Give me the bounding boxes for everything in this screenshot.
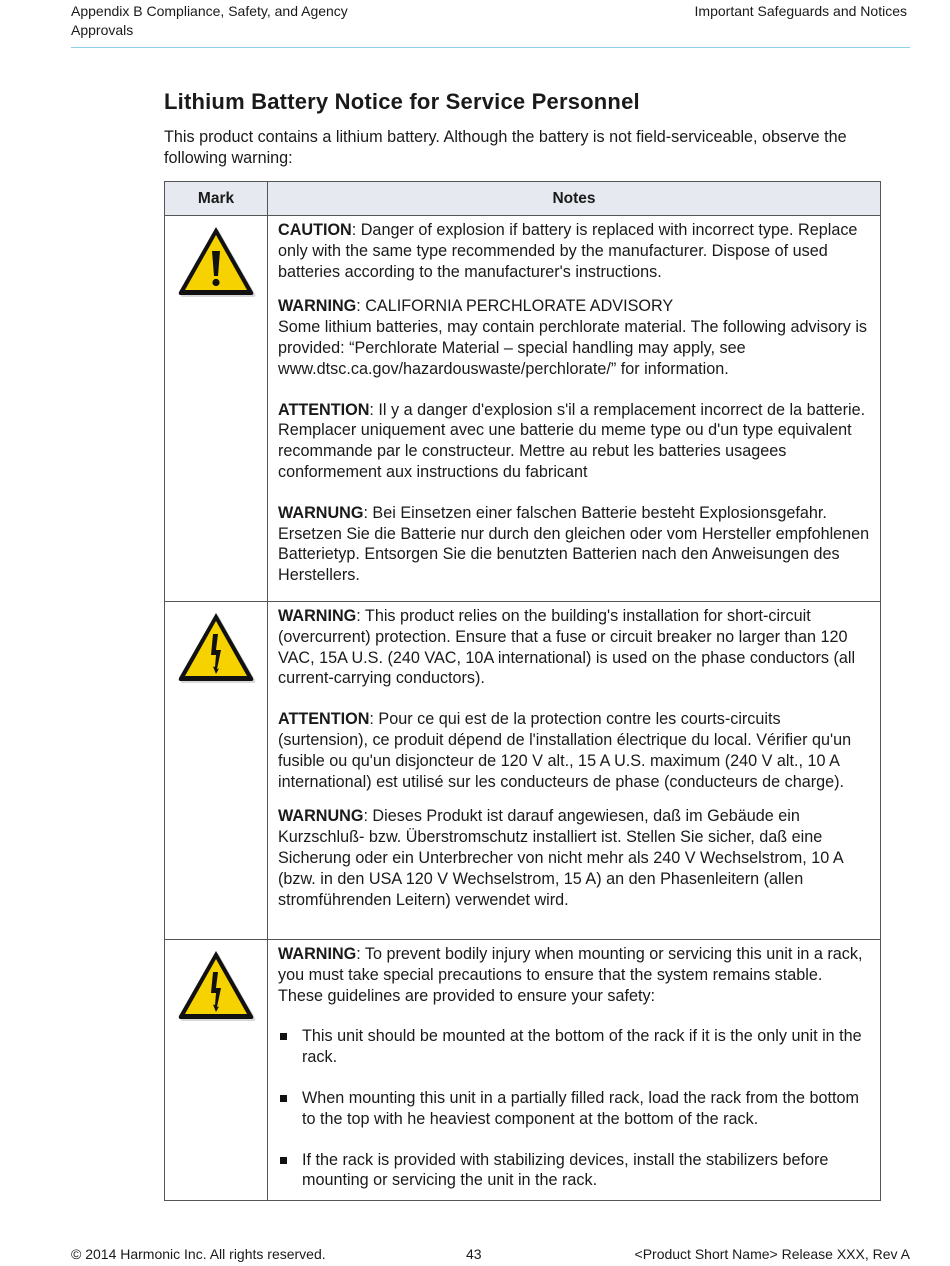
list-item	[278, 1088, 870, 1130]
warning-paragraph	[278, 944, 870, 1006]
attention-label: ATTENTION	[278, 400, 370, 419]
warning-heading-text: : CALIFORNIA PERCHLORATE ADVISORY	[356, 297, 674, 316]
mark-cell	[165, 216, 268, 602]
warning-text: : To prevent bodily injury when mounting or servicing this unit in a rack, you must take special precautions to ensure that the system remains stable. These guidelines are provided to ensure your safety:	[278, 945, 863, 1005]
safety-notice-table	[164, 181, 881, 1201]
warnung-text: : Bei Einsetzen einer falschen Batterie besteht Explosionsgefahr. Ersetzen Sie die Batterie nur durch den gleichen oder vom Hersteller empfohlenen Batterietyp. Entsorgen Sie die benutzten Batterien nach den Anweisungen des Herstellers.	[278, 503, 870, 585]
warning-paragraph	[278, 606, 870, 689]
warnung-paragraph	[278, 806, 870, 910]
intro-paragraph: This product contains a lithium battery. Although the battery is not field-serviceable, observe the following warning:	[164, 128, 847, 167]
page-footer	[71, 1245, 910, 1265]
attention-paragraph	[278, 709, 870, 792]
warning-text: Some lithium batteries, may contain perchlorate material. The following advisory is provided: “Perchlorate Material – special handling may apply, see www.dtsc.ca.gov/hazardouswaste/perchlorate/” for information.	[278, 318, 868, 378]
warnung-paragraph	[278, 503, 870, 586]
attention-paragraph	[278, 400, 870, 483]
header-section-title: Important Safeguards and Notices	[694, 3, 907, 19]
notes-cell	[268, 216, 881, 602]
table-row	[165, 940, 881, 1201]
header-chapter-line1: Appendix B Compliance, Safety, and Agency	[71, 3, 348, 19]
warning-label: WARNING	[278, 945, 357, 963]
list-item-text: If the rack is provided with stabilizing devices, install the stabilizers before mounting or servicing the unit in the rack.	[302, 1150, 829, 1190]
warnung-label: WARNUNG	[278, 807, 364, 826]
square-bullet-icon	[280, 1033, 287, 1040]
warnung-text: : Dieses Produkt ist darauf angewiesen, daß im Gebäude ein Kurzschluß- bzw. Überstromschutz installiert ist. Stellen Sie sicher, daß eine Sicherung oder ein Unterbrecher von nicht mehr als 240 V Wechselstrom, 10 A (bzw. in den USA 120 V Wechselstrom, 15 A) an den Phasenleitern (allen stromführenden Leitern) verwendet wird.	[278, 807, 843, 909]
table-row	[165, 216, 881, 602]
list-item-text: When mounting this unit in a partially filled rack, load the rack from the bottom to the top with he heaviest component at the bottom of the rack.	[302, 1088, 859, 1128]
caution-paragraph	[278, 220, 870, 282]
list-item	[278, 1026, 870, 1068]
running-header	[71, 0, 910, 48]
warnung-label: WARNUNG	[278, 503, 364, 522]
square-bullet-icon	[280, 1157, 287, 1164]
list-item-text: This unit should be mounted at the bottom of the rack if it is the only unit in the rack.	[302, 1027, 862, 1067]
list-item	[278, 1150, 870, 1192]
warning-label: WARNING	[278, 607, 357, 625]
caution-text: : Danger of explosion if battery is replaced with incorrect type. Replace only with the same type recommended by the manufacturer. Dispose of used batteries according to the manufacturer's instructions.	[278, 221, 858, 281]
footer-release: <Product Short Name> Release XXX, Rev A	[634, 1246, 910, 1262]
attention-text: : Pour ce qui est de la protection contre les courts-circuits (surtension), ce produit dépend de l'installation électrique du local. Vérifier qu'un fusible ou qu'un disjoncteur de 120 V alt., 15 A U.S. maximum (240 V alt., 10 A international) est utilisé sur les conducteurs de phase (conducteurs de charge).	[278, 710, 852, 791]
square-bullet-icon	[280, 1095, 287, 1102]
electrical-hazard-icon	[176, 610, 256, 684]
footer-copyright: © 2014 Harmonic Inc. All rights reserved.	[71, 1246, 326, 1262]
main-content	[164, 88, 880, 1201]
page-number: 43	[466, 1246, 482, 1262]
attention-text: : Il y a danger d'explosion s'il a remplacement incorrect de la batterie. Remplacer uniquement avec une batterie du meme type ou d'un type equivalent recommande par le constructeur. Mettre au rebut les batteries usagees conformement aux instructions du fabricant	[278, 400, 866, 481]
header-chapter-line2: Approvals	[71, 22, 134, 38]
attention-label: ATTENTION	[278, 710, 370, 729]
table-header-row	[165, 182, 881, 216]
warning-text: : This product relies on the building's installation for short-circuit (overcurrent) protection. Ensure that a fuse or circuit breaker no larger than 120 VAC, 15A U.S. (240 VAC, 10A international) is used on the phase conductors (all current-carrying conductors).	[278, 607, 856, 688]
notes-cell	[268, 940, 881, 1201]
warning-label: WARNING	[278, 297, 357, 316]
column-header-notes: Notes	[268, 182, 881, 216]
caution-exclamation-icon	[176, 224, 256, 298]
rack-guidelines-list	[278, 1026, 870, 1191]
notes-cell	[268, 602, 881, 940]
caution-label: CAUTION	[278, 221, 352, 239]
warning-paragraph	[278, 296, 870, 379]
mark-cell	[165, 940, 268, 1201]
table-row	[165, 602, 881, 940]
column-header-mark: Mark	[165, 182, 268, 216]
mark-cell	[165, 602, 268, 940]
electrical-hazard-icon	[176, 948, 256, 1022]
header-chapter-title	[71, 2, 371, 40]
section-title: Lithium Battery Notice for Service Personnel	[164, 89, 640, 114]
